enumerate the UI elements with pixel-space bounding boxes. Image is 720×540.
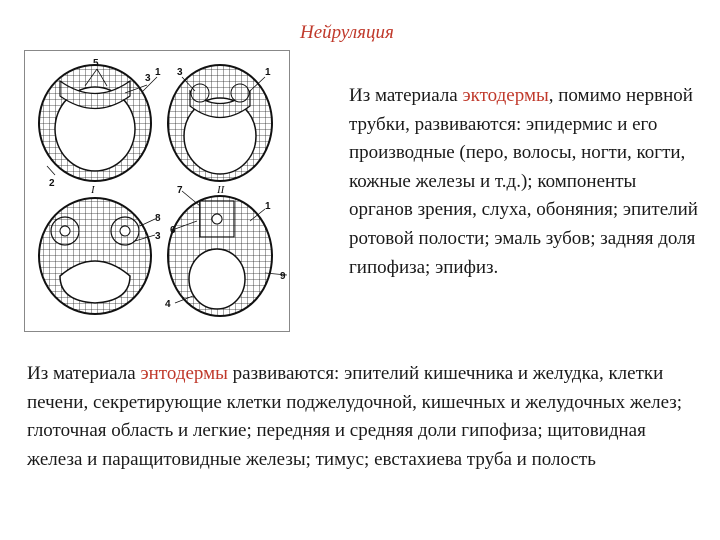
label-3b: 3 (177, 67, 183, 78)
neurulation-diagram (25, 51, 289, 331)
label-3a: 3 (145, 73, 151, 84)
label-8: 8 (155, 213, 161, 224)
embryo-stage-1 (39, 65, 151, 181)
label-3c: 3 (155, 231, 161, 242)
embryo-stage-4 (168, 196, 272, 316)
label-9: 9 (280, 271, 286, 282)
panel-label-1: I (91, 184, 95, 196)
label-4: 4 (165, 299, 171, 310)
ectoderm-body: , помимо нервной трубки, развиваются: эпидермис и его производные (перо, волосы, ногти, когти, кожные железы и т.д.); компоненты органов зрения, слуха, обоняния; эпителий ротовой полости; эмаль зубов; задняя доля гипофиза; эпифиз. (349, 85, 698, 278)
ectoderm-prefix: Из материала (349, 85, 463, 106)
label-5: 5 (93, 58, 99, 69)
endoderm-paragraph (27, 360, 697, 474)
neurulation-figure (24, 50, 290, 332)
ectoderm-term: эктодермы (462, 85, 549, 106)
label-7: 7 (177, 185, 183, 196)
endoderm-body: развиваются: эпителий кишечника и желудка, клетки печени, секретирующие клетки поджелудочной, кишечных и желудочных желез; глоточная область и легкие; передняя и средняя доли гипофиза; щитовидная железа и паращитовидные железы; тимус; евстахиева труба и полость (27, 363, 683, 470)
endoderm-prefix: Из материала (27, 363, 141, 384)
label-1a: 1 (155, 67, 161, 78)
page-title: Нейруляция (300, 22, 394, 43)
ectoderm-paragraph (349, 82, 699, 282)
label-2: 2 (49, 178, 55, 189)
endoderm-term: энтодермы (140, 363, 228, 384)
panel-label-2: II (217, 184, 225, 196)
label-1b: 1 (265, 67, 271, 78)
label-1c: 1 (265, 201, 271, 212)
embryo-stage-3 (39, 198, 151, 314)
embryo-stage-2 (168, 65, 272, 181)
label-6: 6 (170, 225, 176, 236)
